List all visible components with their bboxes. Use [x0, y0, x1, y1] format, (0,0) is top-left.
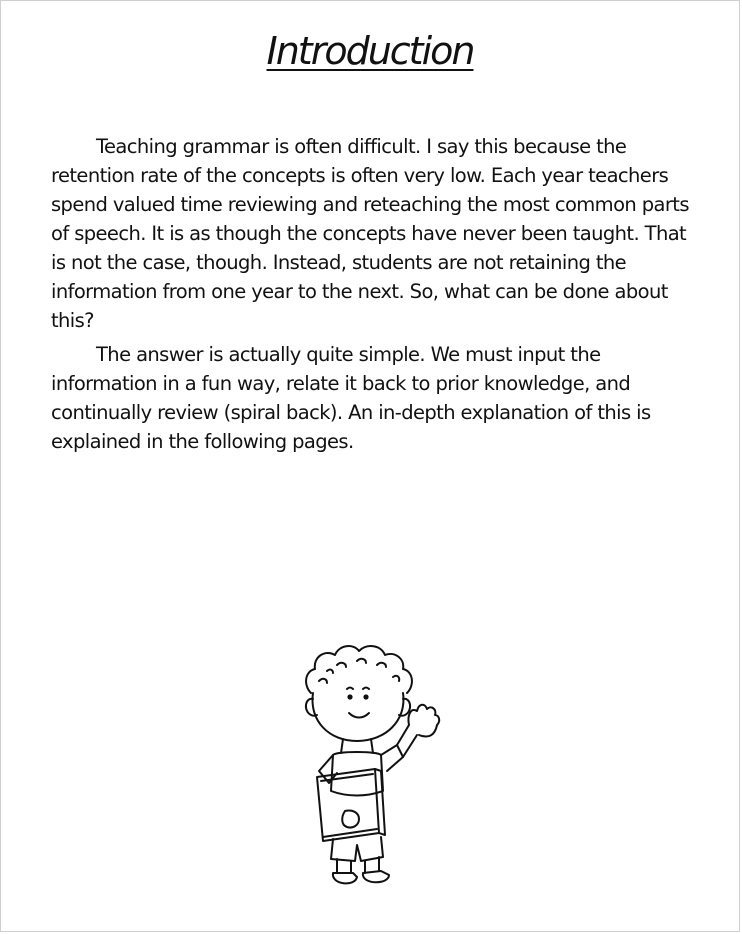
paragraph-1: Teaching grammar is often difficult. I say this because the retention rate of the concepts is often very low. Each year teachers spend valued time reviewing and reteaching the most common parts of speech. It is as though the concepts have never been taught. That is not the case, though. Instead, students are not retaining the information from one year to the next. So, what can be done about this? [51, 135, 689, 332]
paragraph-2: The answer is actually quite simple. We must input the information in a fun way, relate it back to prior knowledge, and continually review (spiral back). An in-depth explanation of this is explained in the following pages. [51, 343, 651, 453]
boy-waving-holding-book-icon [297, 641, 447, 891]
page-title: Introduction [266, 29, 474, 73]
body-text [51, 132, 699, 461]
